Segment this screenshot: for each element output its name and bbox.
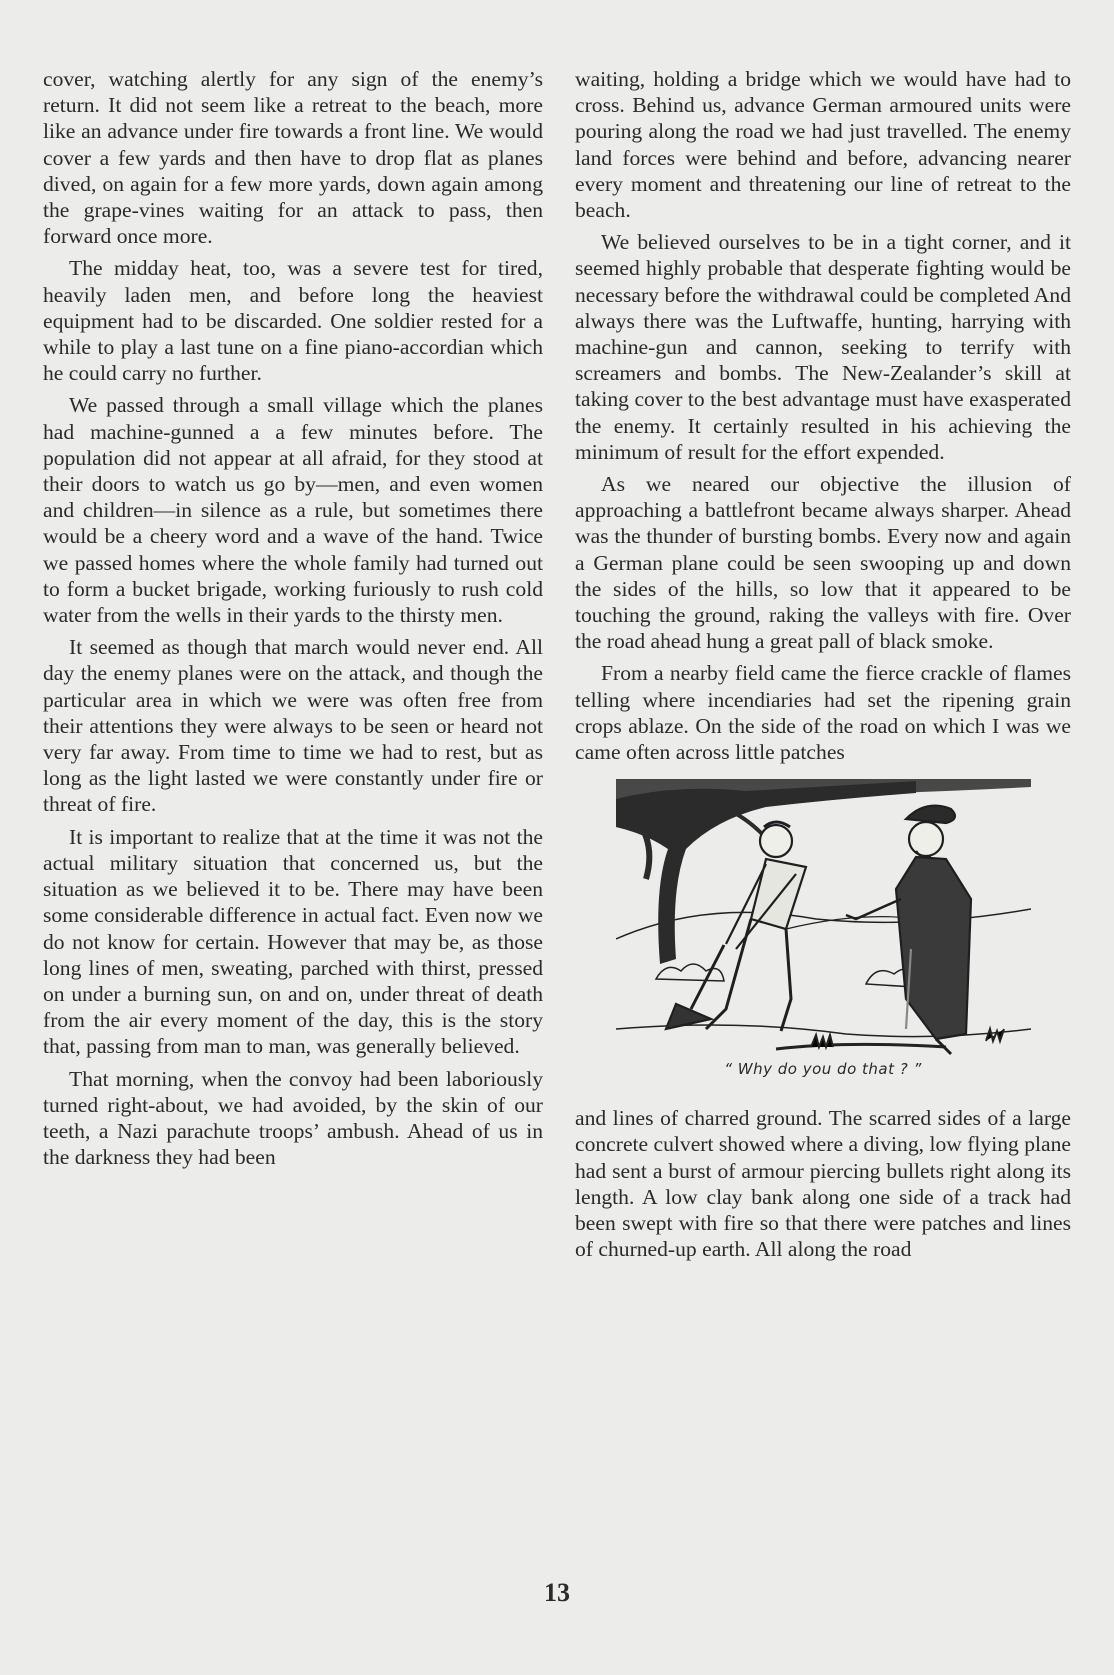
page-number: 13	[544, 1578, 570, 1607]
paragraph: We passed through a small village which the planes had machine-gunned a a few minutes before. The population did not appear at all afraid, for they stood at their doors to watch us go by—men, and even women and children—in silence as a rule, but sometimes there would be a cheery word and a wave of the hand. Twice we passed homes where the whole family had turned out to form a bucket brigade, working furiously to rush cold water from the wells in their yards to the thirsty men.	[43, 393, 543, 628]
illustration-caption: “ Why do you do that ? ”	[724, 1060, 922, 1079]
right-column	[575, 66, 1071, 1269]
paragraph: From a nearby field came the fierce crackle of flames telling where incendiaries had set the ripening grain crops ablaze. On the side of the road on which I was we came often across little patches	[575, 661, 1071, 765]
illustration	[616, 779, 1031, 1057]
left-column	[43, 66, 543, 1176]
paragraph: That morning, when the convoy had been laboriously turned right-about, we had avoided, by the skin of our teeth, a Nazi parachute troops’ ambush. Ahead of us in the darkness they had been	[43, 1066, 543, 1170]
paragraph: waiting, holding a bridge which we would have had to cross. Behind us, advance German armoured units were pouring along the road we had just travelled. The enemy land forces were behind and before, advancing nearer every moment and threatening our line of retreat to the beach.	[575, 67, 1071, 223]
paragraph: As we neared our objective the illusion of approaching a battlefront became always sharper. Ahead was the thunder of bursting bombs. Every now and again a German plane could be seen swooping up and down the sides of the hills, so low that it appeared to be touching the ground, raking the valleys with fire. Over the road ahead hung a great pall of black smoke.	[575, 472, 1071, 654]
paragraph: It seemed as though that march would never end. All day the enemy planes were on the attack, and though the particular area in which we were was often free from their attentions they were always to be seen or heard not very far away. From time to time we had to rest, but as long as the light lasted we were constantly under fire or threat of fire.	[43, 635, 543, 817]
paragraph: It is important to realize that at the time it was not the actual military situation that concerned us, but the situation as we believed it to be. There may have been some considerable difference in actual fact. Even now we do not know for certain. However that may be, as those long lines of men, sweating, parched with thirst, pressed on under a burning sun, on and on, under threat of death from the air every moment of the day, this is the story that, passing from man to man, was generally believed.	[43, 824, 543, 1059]
paragraph: The midday heat, too, was a severe test for tired, heavily laden men, and before long the heaviest equipment had to be discarded. One soldier rested for a while to play a last tune on a fine piano-accordian which he could carry no further.	[43, 256, 543, 386]
paragraph: We believed ourselves to be in a tight corner, and it seemed highly probable that desperate fighting would be necessary before the withdrawal could be completed And always there was the Luftwaffe, hunting, harrying with machine-gun and cannon, seeking to terrify with screamers and bombs. The New-Zealander’s skill at taking cover to the best advantage must have exasperated the enemy. It certainly resulted in his achieving the minimum of result for the effort expended.	[575, 230, 1071, 464]
paragraph: and lines of charred ground. The scarred sides of a large concrete culvert showed where a diving, low flying plane had sent a burst of armour piercing bullets right along its length. A low clay bank along one side of a track had been swept with fire so that there were patches and lines of churned-up earth. All along the road	[575, 1106, 1071, 1262]
paragraph: cover, watching alertly for any sign of the enemy’s return. It did not seem like a retreat to the beach, more like an advance under fire towards a front line. We would cover a few yards and then have to drop flat as planes dived, on again for a few more yards, down again among the grape-vines waiting for an attack to pass, then forward once more.	[43, 67, 543, 249]
